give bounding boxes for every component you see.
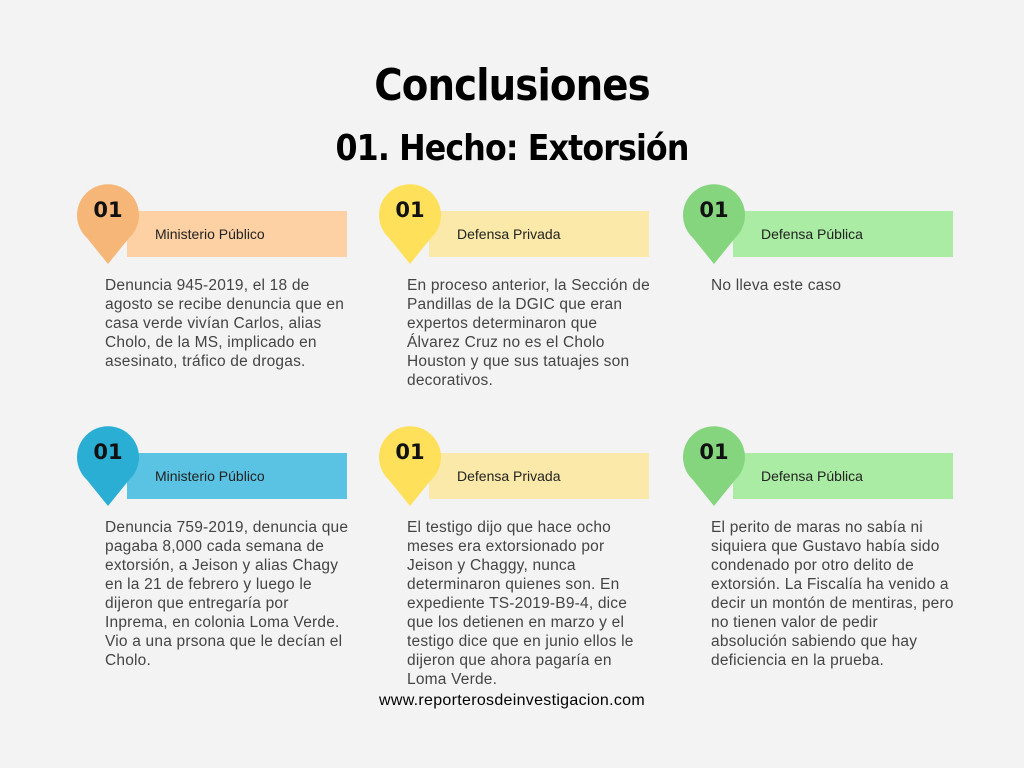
card-label: Defensa Pública — [761, 468, 863, 484]
card-text: Denuncia 759-2019, denuncia que pagaba 8,000 cada semana de extorsión, a Jeison y alias Chagy en la 21 de febrero y luego le dijeron que entregaría por Inprema, en colonia Loma Verde. Vio a una prsona que le decían el Cholo. — [105, 519, 349, 669]
card-label: Defensa Privada — [457, 226, 561, 242]
map-pin-icon — [683, 184, 745, 264]
card-badge: 01 — [395, 198, 425, 222]
map-pin-icon — [77, 184, 139, 264]
card-text: En proceso anterior, la Sección de Pandillas de la DGIC que eran expertos determinaron que Álvarez Cruz no es el Cholo Houston y que sus tatuajes son decorativos. — [407, 277, 650, 389]
map-pin-icon — [379, 184, 441, 264]
card-label: Ministerio Público — [155, 226, 265, 242]
card-text: Denuncia 945-2019, el 18 de agosto se recibe denuncia que en casa verde vivían Carlos, alias Cholo, de la MS, implicado en asesinato, tráfico de drogas. — [105, 277, 345, 370]
card-label: Ministerio Público — [155, 468, 265, 484]
footer-website: www.reporterosdeinvestigacion.com — [378, 692, 646, 709]
map-pin-icon — [379, 426, 441, 506]
card-badge: 01 — [93, 440, 123, 464]
card-badge: 01 — [395, 440, 425, 464]
card-badge: 01 — [699, 198, 729, 222]
card-text: No lleva este caso — [711, 277, 842, 294]
card-text: El testigo dijo que hace ocho meses era extorsionado por Jeison y Chaggy, nunca determinaron quienes son. En expediente TS-2019-B9-4, dice que los detienen en marzo y el testigo dice que en junio ellos le dijeron que ahora pagaría en Loma Verde. — [407, 519, 634, 688]
card-badge: 01 — [699, 440, 729, 464]
card-badge: 01 — [93, 198, 123, 222]
map-pin-icon — [77, 426, 139, 506]
page-title: Conclusiones — [374, 60, 650, 111]
page-subtitle: 01. Hecho: Extorsión — [335, 128, 689, 169]
card-label: Defensa Privada — [457, 468, 561, 484]
map-pin-icon — [683, 426, 745, 506]
card-text: El perito de maras no sabía ni siquiera que Gustavo había sido condenado por otro delito de extorsión. La Fiscalía ha venido a decir un montón de mentiras, pero no tienen valor de pedir absolución sabiendo que hay deficiencia en la prueba. — [711, 519, 954, 669]
card-label: Defensa Pública — [761, 226, 863, 242]
